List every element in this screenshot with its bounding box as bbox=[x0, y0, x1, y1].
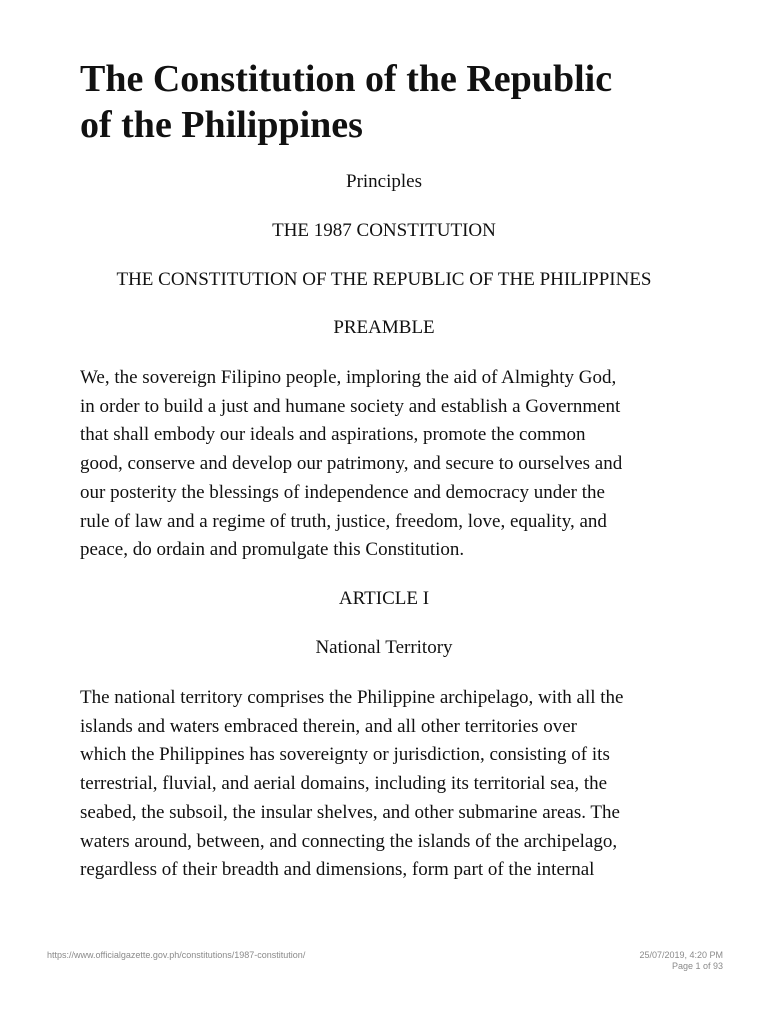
constitution-name-heading: THE CONSTITUTION OF THE REPUBLIC OF THE PHILIPPINES bbox=[116, 269, 652, 290]
article-line: waters around, between, and connecting the islands of the archipelago, bbox=[80, 830, 618, 852]
page-title bbox=[80, 56, 700, 148]
preamble-line: good, conserve and develop our patrimony, and secure to ourselves and bbox=[80, 453, 623, 475]
preamble-line: in order to build a just and humane society and establish a Government bbox=[80, 395, 621, 417]
article-title: National Territory bbox=[315, 637, 453, 658]
preamble-line: rule of law and a regime of truth, justice, freedom, love, equality, and bbox=[80, 510, 607, 532]
article-text bbox=[80, 684, 692, 885]
constitution-year-heading: THE 1987 CONSTITUTION bbox=[272, 220, 496, 241]
footer-page-number: Page 1 of 93 bbox=[671, 961, 723, 971]
article-line: which the Philippines has sovereignty or jurisdiction, consisting of its bbox=[80, 744, 610, 766]
footer-datetime: 25/07/2019, 4:20 PM bbox=[639, 950, 723, 960]
preamble-line: We, the sovereign Filipino people, imploring the aid of Almighty God, bbox=[80, 367, 617, 388]
preamble-heading: PREAMBLE bbox=[333, 317, 435, 338]
article-line: terrestrial, fluvial, and aerial domains, including its territorial sea, the bbox=[80, 773, 608, 795]
page-title-line: The Constitution of the Republic bbox=[80, 58, 613, 100]
page-title-line: of the Philippines bbox=[80, 104, 363, 146]
preamble-text bbox=[80, 364, 692, 565]
article-line: seabed, the subsoil, the insular shelves, and other submarine areas. The bbox=[80, 801, 620, 823]
article-line: regardless of their breadth and dimensions, form part of the internal bbox=[80, 859, 595, 881]
footer-url[interactable]: https://www.officialgazette.gov.ph/constitutions/1987-constitution/ bbox=[47, 950, 306, 960]
preamble-line: our posterity the blessings of independence and democracy under the bbox=[80, 481, 605, 503]
article-line: islands and waters embraced therein, and all other territories over bbox=[80, 715, 577, 737]
footer-meta bbox=[639, 950, 723, 972]
article-heading: ARTICLE I bbox=[338, 588, 430, 609]
preamble-line: that shall embody our ideals and aspirations, promote the common bbox=[80, 424, 586, 446]
preamble-line: peace, do ordain and promulgate this Constitution. bbox=[80, 539, 465, 561]
article-line: The national territory comprises the Philippine archipelago, with all the bbox=[80, 687, 624, 708]
principles-heading: Principles bbox=[346, 171, 422, 192]
